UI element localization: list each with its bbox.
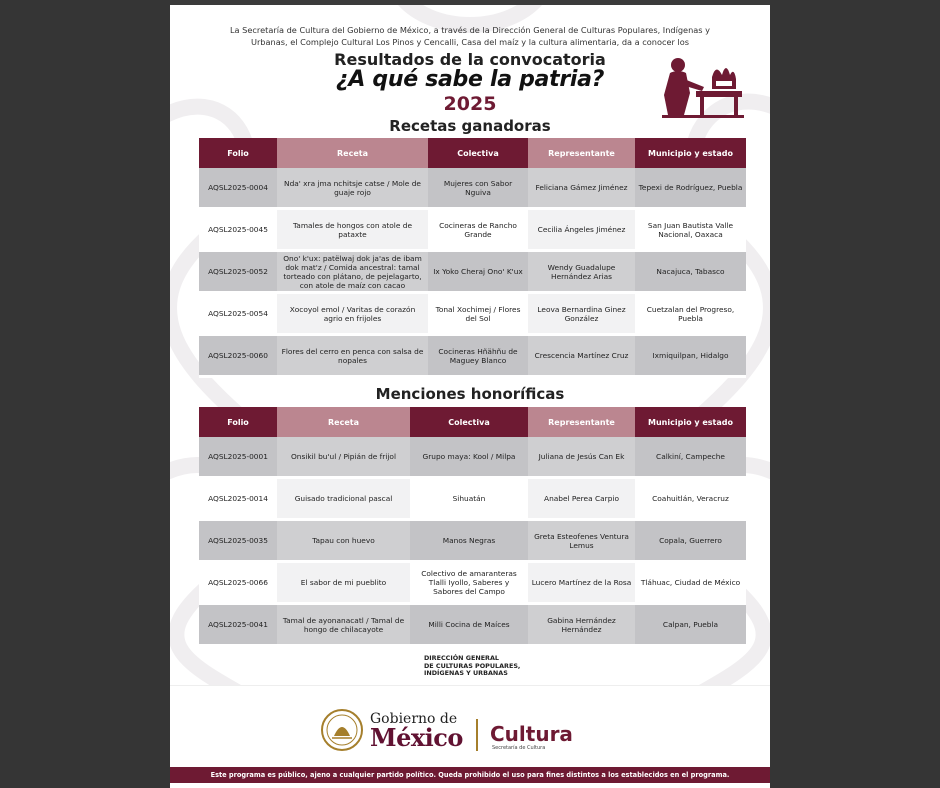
- section-title-honorable: Menciones honoríficas: [375, 385, 565, 403]
- honorable-table: [199, 407, 746, 647]
- table-row: [199, 563, 746, 605]
- title-year: 2025: [443, 93, 497, 115]
- header-receta: Receta: [277, 138, 428, 168]
- cell-colectiva: Ix Yoko Cheraj Ono' K'ux: [428, 252, 528, 294]
- cell-representante: Lucero Martínez de la Rosa: [528, 563, 635, 605]
- table-row: [199, 210, 746, 252]
- table-row: [199, 479, 746, 521]
- cell-colectiva: Manos Negras: [410, 521, 528, 563]
- table-header-row: [199, 407, 746, 437]
- header-folio: Folio: [199, 407, 277, 437]
- cell-colectiva: Milli Cocina de Maíces: [410, 605, 528, 647]
- cell-folio: AQSL2025-0052: [199, 252, 277, 294]
- cell-representante: Gabina Hernández Hernández: [528, 605, 635, 647]
- header-receta: Receta: [277, 407, 410, 437]
- cell-receta: Flores del cerro en penca con salsa de nopales: [277, 336, 428, 378]
- header-folio: Folio: [199, 138, 277, 168]
- cell-municipio: Calkiní, Campeche: [635, 437, 746, 479]
- table-row: [199, 521, 746, 563]
- table-row: [199, 294, 746, 336]
- viewer-background-right: [770, 0, 940, 788]
- dgcpiu-line-3: INDÍGENAS Y URBANAS: [424, 669, 508, 678]
- header-municipio: Municipio y estado: [635, 407, 746, 437]
- document-page: [170, 5, 770, 788]
- cell-representante: Crescencia Martínez Cruz: [528, 336, 635, 378]
- cell-municipio: Calpan, Puebla: [635, 605, 746, 647]
- cell-representante: Anabel Perea Carpio: [528, 479, 635, 521]
- cultura-logo-text: Cultura: [490, 722, 573, 746]
- cell-colectiva: Cocineras de Rancho Grande: [428, 210, 528, 252]
- dgcpiu-line-1: DIRECCIÓN GENERAL: [424, 654, 499, 662]
- table-header-row: [199, 138, 746, 168]
- cell-municipio: Tepexi de Rodríguez, Puebla: [635, 168, 746, 210]
- cell-colectiva: Cocineras Hñähñu de Maguey Blanco: [428, 336, 528, 378]
- cell-municipio: Copala, Guerrero: [635, 521, 746, 563]
- title-line-2: ¿A qué sabe la patria?: [335, 67, 605, 92]
- cultura-subtitle: Secretaría de Cultura: [492, 745, 546, 751]
- viewer-background-left: [0, 0, 170, 788]
- cell-folio: AQSL2025-0014: [199, 479, 277, 521]
- title-line-1: Resultados de la convocatoria: [334, 50, 606, 69]
- dgcpiu-line-2: DE CULTURAS POPULARES,: [424, 661, 521, 670]
- dgcpiu-credit: [424, 655, 564, 678]
- cell-representante: Cecilia Ángeles Jiménez: [528, 210, 635, 252]
- cell-folio: AQSL2025-0035: [199, 521, 277, 563]
- national-seal-icon: [320, 708, 364, 752]
- header-colectiva: Colectiva: [410, 407, 528, 437]
- header-colectiva: Colectiva: [428, 138, 528, 168]
- cell-folio: AQSL2025-0004: [199, 168, 277, 210]
- cell-folio: AQSL2025-0045: [199, 210, 277, 252]
- cooking-woman-icon: [656, 53, 746, 119]
- cell-receta: Guisado tradicional pascal: [277, 479, 410, 521]
- cell-colectiva: Mujeres con Sabor Nguiva: [428, 168, 528, 210]
- cell-receta: Xocoyol emol / Varitas de corazón agrio en frijoles: [277, 294, 428, 336]
- cell-folio: AQSL2025-0001: [199, 437, 277, 479]
- cell-representante: Wendy Guadalupe Hernández Arias: [528, 252, 635, 294]
- cell-receta: Ono' k'ux: patëlwaj dok ja'as de ibam dok mat'z / Comida ancestral: tamal torteado con plátano, de pejelagarto, con atole de maíz con cacao: [277, 252, 428, 294]
- cell-receta: Onsikil bu'ul / Pipián de frijol: [277, 437, 410, 479]
- table-row: [199, 168, 746, 210]
- cell-folio: AQSL2025-0060: [199, 336, 277, 378]
- cell-colectiva: Tonal Xochimej / Flores del Sol: [428, 294, 528, 336]
- cell-municipio: Tláhuac, Ciudad de México: [635, 563, 746, 605]
- cell-colectiva: Colectivo de amaranteras Tlalli Iyollo, Saberes y Sabores del Campo: [410, 563, 528, 605]
- cell-colectiva: Sihuatán: [410, 479, 528, 521]
- cell-municipio: San Juan Bautista Valle Nacional, Oaxaca: [635, 210, 746, 252]
- cell-receta: Tapau con huevo: [277, 521, 410, 563]
- cell-receta: Tamal de ayonanacatl / Tamal de hongo de chilacayote: [277, 605, 410, 647]
- cell-representante: Feliciana Gámez Jiménez: [528, 168, 635, 210]
- footer-disclaimer: Este programa es público, ajeno a cualquier partido político. Queda prohibido el uso para fines distintos a los establecidos en el programa.: [170, 767, 770, 783]
- cell-folio: AQSL2025-0054: [199, 294, 277, 336]
- cell-colectiva: Grupo maya: Kool / Milpa: [410, 437, 528, 479]
- table-row: [199, 437, 746, 479]
- cell-receta: Tamales de hongos con atole de pataxte: [277, 210, 428, 252]
- cell-receta: Nda' xra jma nchitsje catse / Mole de guaje rojo: [277, 168, 428, 210]
- table-row: [199, 336, 746, 378]
- header-representante: Representante: [528, 407, 635, 437]
- cell-municipio: Coahuitlán, Veracruz: [635, 479, 746, 521]
- cell-receta: El sabor de mi pueblito: [277, 563, 410, 605]
- gobierno-label: Gobierno de: [370, 711, 458, 727]
- header-representante: Representante: [528, 138, 635, 168]
- cell-municipio: Cuetzalan del Progreso, Puebla: [635, 294, 746, 336]
- table-row: [199, 605, 746, 647]
- table-row: [199, 252, 746, 294]
- logo-divider: [476, 719, 478, 751]
- winners-table: [199, 138, 746, 378]
- header-municipio: Municipio y estado: [635, 138, 746, 168]
- intro-text: La Secretaría de Cultura del Gobierno de México, a través de la Dirección General de Culturas Populares, Indígenas y Urbanas, el Complejo Cultural Los Pinos y Cencalli, Casa del maíz y la cultura alimentaria, da a conocer los: [229, 25, 711, 47]
- cell-folio: AQSL2025-0041: [199, 605, 277, 647]
- cell-municipio: Nacajuca, Tabasco: [635, 252, 746, 294]
- cell-representante: Leova Bernardina Ginez González: [528, 294, 635, 336]
- cell-representante: Greta Esteofenes Ventura Lemus: [528, 521, 635, 563]
- section-title-winners: Recetas ganadoras: [389, 117, 551, 135]
- cell-folio: AQSL2025-0066: [199, 563, 277, 605]
- cell-municipio: Ixmiquilpan, Hidalgo: [635, 336, 746, 378]
- mexico-label: México: [370, 723, 463, 752]
- logo-band: [170, 685, 770, 768]
- cell-representante: Juliana de Jesús Can Ek: [528, 437, 635, 479]
